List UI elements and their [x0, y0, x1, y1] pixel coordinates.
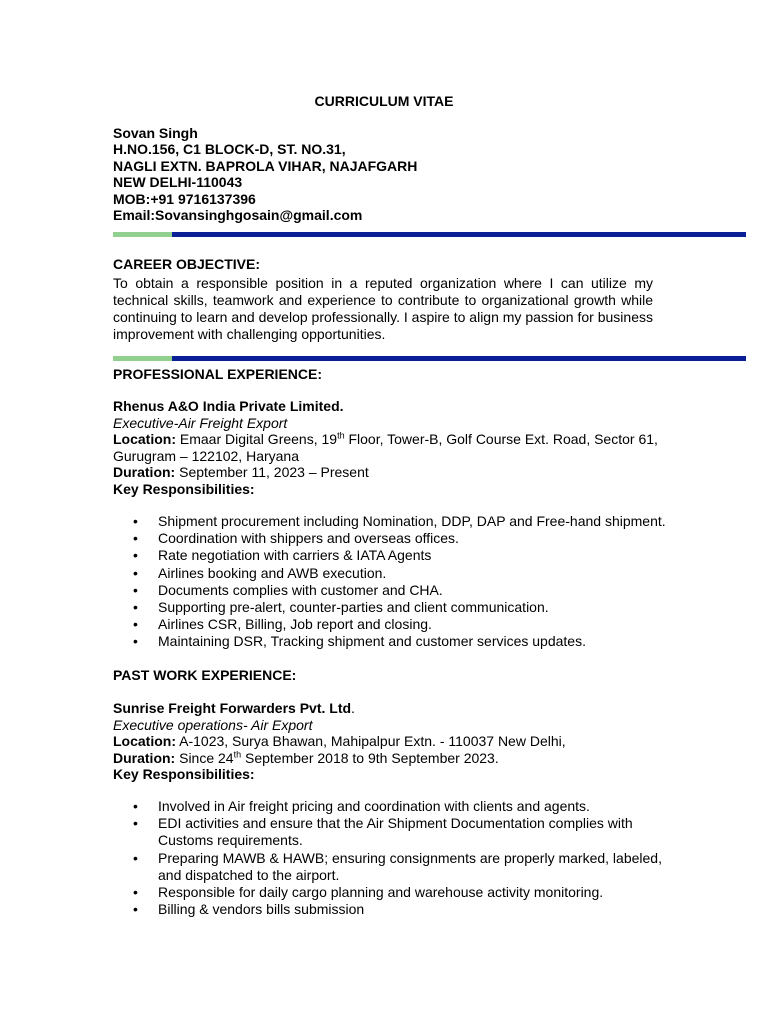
current-company-name: Rhenus A&O India Private Limited.	[113, 398, 344, 414]
past-job	[113, 700, 673, 783]
list-item	[113, 633, 673, 650]
list-item	[113, 547, 673, 564]
mobile-number: MOB:+91 9716137396	[113, 190, 256, 207]
location-label: Location:	[113, 733, 176, 749]
current-location	[113, 431, 673, 464]
bullet-icon: •	[133, 901, 138, 918]
location-text: Emaar Digital Greens, 19	[176, 431, 338, 447]
address-line-2: NAGLI EXTN. BAPROLA VIHAR, NAJAFGARH	[113, 157, 418, 174]
list-item-text: Responsible for daily cargo planning and warehouse activity monitoring.	[158, 884, 604, 901]
list-item	[113, 582, 673, 599]
list-item-text: Maintaining DSR, Tracking shipment and customer services updates.	[158, 633, 586, 650]
career-objective-text: To obtain a responsible position in a reputed organization where I can utilize my technical skills, teamwork and experience to contribute to organizational growth while continuing to learn and develop professionally. I aspire to align my passion for business improvement with challenging opportunities.	[113, 275, 653, 342]
list-item-text: Coordination with shippers and overseas offices.	[158, 530, 459, 547]
current-job-title: Executive-Air Freight Export	[113, 414, 288, 431]
list-item	[113, 513, 673, 530]
email-address: Email:Sovansinghgosain@gmail.com	[113, 207, 363, 224]
contact-header	[113, 125, 417, 223]
bullet-icon: •	[133, 884, 138, 901]
bullet-icon: •	[133, 564, 138, 581]
bullet-icon: •	[133, 616, 138, 633]
list-item	[113, 901, 673, 918]
location-text-cont: Floor, Tower-B, Golf Course Ext. Road, Sector 61, Gurugram – 122102, Haryana	[113, 431, 658, 464]
duration-text: September 11, 2023 – Present	[175, 464, 369, 480]
section-divider	[113, 232, 746, 237]
career-objective-heading: CAREER OBJECTIVE:	[113, 256, 261, 272]
list-item-text: Rate negotiation with carriers & IATA Agents	[158, 547, 432, 564]
list-item-text: Supporting pre-alert, counter-parties and client communication.	[158, 599, 549, 616]
past-experience-heading: PAST WORK EXPERIENCE:	[113, 667, 297, 683]
duration-text-cont: September 2018 to 9th September 2023.	[241, 749, 499, 766]
bullet-icon: •	[133, 798, 138, 814]
address-line-3: NEW DELHI-110043	[113, 174, 243, 191]
location-label: Location:	[113, 431, 176, 447]
bullet-icon: •	[133, 513, 138, 529]
past-duration	[113, 750, 673, 767]
bullet-icon: •	[133, 547, 138, 564]
past-company	[113, 700, 673, 717]
current-responsibilities-list	[113, 513, 673, 651]
past-job-title: Executive operations- Air Export	[113, 716, 313, 733]
list-item	[113, 565, 673, 582]
bullet-icon: •	[133, 581, 138, 598]
key-responsibilities-label: Key Responsibilities:	[113, 480, 255, 497]
divider-blue-segment	[172, 232, 746, 237]
duration-text: Since 24	[175, 749, 234, 766]
current-duration	[113, 464, 673, 481]
list-item	[113, 599, 673, 616]
duration-label: Duration:	[113, 749, 176, 766]
section-divider	[113, 356, 746, 361]
list-item	[113, 530, 673, 547]
address-line-1: H.NO.156, C1 BLOCK-D, ST. NO.31,	[113, 141, 346, 158]
list-item	[113, 616, 673, 633]
bullet-icon: •	[133, 849, 138, 866]
document-title: CURRICULUM VITAE	[314, 93, 454, 109]
past-company-suffix: .	[351, 700, 355, 716]
ordinal-suffix: th	[233, 748, 242, 759]
list-item-text: EDI activities and ensure that the Air Shipment Documentation complies with Customs requirements.	[158, 815, 633, 849]
list-item-text: Airlines booking and AWB execution.	[158, 564, 387, 581]
key-responsibilities-label: Key Responsibilities:	[113, 766, 255, 782]
list-item-text: Documents complies with customer and CHA.	[158, 581, 443, 598]
list-item	[113, 815, 673, 849]
list-item	[113, 884, 673, 901]
list-item-text: Billing & vendors bills submission	[158, 901, 365, 918]
divider-green-segment	[113, 232, 172, 237]
duration-label: Duration:	[113, 464, 176, 480]
divider-green-segment	[113, 356, 172, 361]
past-company-name: Sunrise Freight Forwarders Pvt. Ltd	[113, 700, 352, 716]
list-item-text: Airlines CSR, Billing, Job report and closing.	[158, 616, 432, 633]
list-item-text: Involved in Air freight pricing and coordination with clients and agents.	[158, 798, 590, 814]
past-location	[113, 733, 673, 750]
divider-blue-segment	[172, 356, 746, 361]
location-text: A-1023, Surya Bhawan, Mahipalpur Extn. - 110037 New Delhi,	[176, 733, 566, 749]
list-item	[113, 798, 673, 815]
professional-experience-heading: PROFESSIONAL EXPERIENCE:	[113, 366, 323, 382]
list-item	[113, 850, 673, 884]
past-responsibilities-list	[113, 798, 673, 918]
bullet-icon: •	[133, 599, 138, 616]
ordinal-suffix: th	[337, 430, 345, 441]
candidate-name: Sovan Singh	[113, 125, 198, 141]
bullet-icon: •	[133, 633, 138, 650]
list-item-text: Preparing MAWB & HAWB; ensuring consignments are properly marked, labeled, and dispatched to the airport.	[158, 849, 662, 883]
list-item-text: Shipment procurement including Nomination, DDP, DAP and Free-hand shipment.	[158, 513, 666, 529]
bullet-icon: •	[133, 530, 138, 547]
current-job	[113, 398, 673, 497]
bullet-icon: •	[133, 815, 138, 832]
